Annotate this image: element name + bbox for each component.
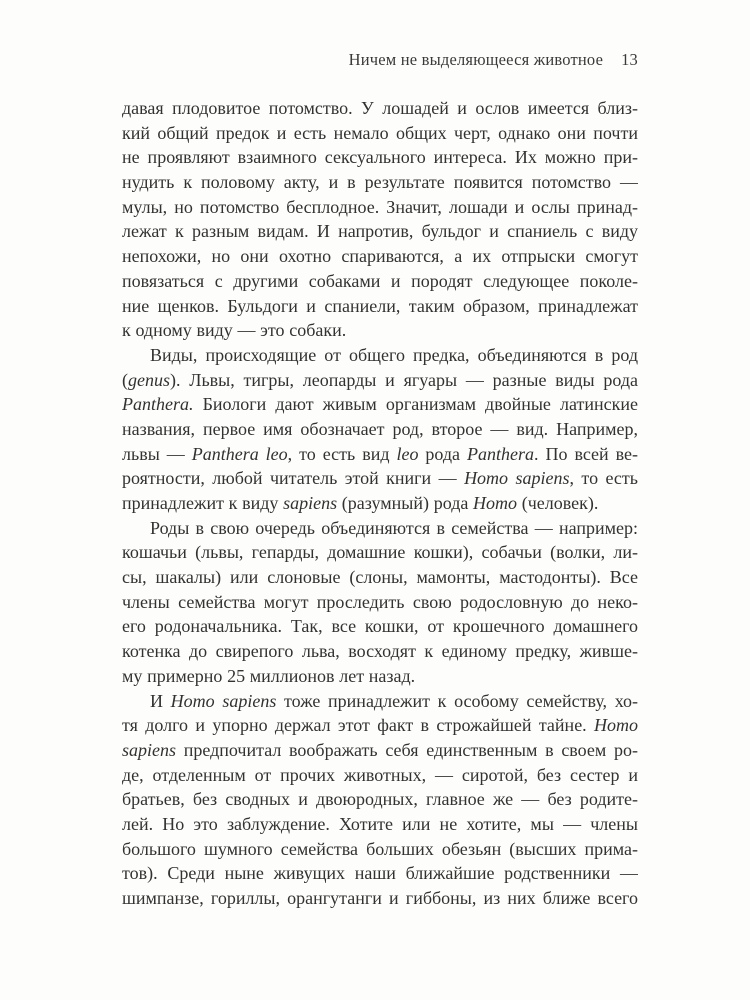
page-number: 13 bbox=[621, 50, 638, 69]
text-segment: давая плодовитое потомство. У лошадей и ослов имеется близ- bbox=[122, 98, 638, 118]
italic-text-segment: Homo bbox=[594, 715, 638, 736]
text-segment: нудить к половому акту, и в результате появится потомство — bbox=[122, 172, 638, 193]
text-line bbox=[122, 392, 638, 417]
text-line bbox=[122, 886, 638, 911]
page-body-text bbox=[122, 96, 638, 911]
paragraph bbox=[122, 343, 638, 516]
paragraph bbox=[122, 516, 638, 689]
text-segment: лежат к разным видам. И напротив, бульдог и спаниель с виду bbox=[122, 221, 638, 242]
text-line bbox=[122, 590, 638, 615]
text-segment: к одному виду — это собаки. bbox=[122, 320, 347, 341]
text-segment: его родоначальника. Так, все кошки, от крошечного домашнего bbox=[122, 616, 638, 637]
text-line bbox=[122, 219, 638, 244]
text-line bbox=[122, 170, 638, 195]
text-line bbox=[122, 787, 638, 812]
italic-text-segment: genus bbox=[128, 369, 170, 390]
text-line bbox=[122, 343, 638, 368]
paragraph bbox=[122, 689, 638, 911]
text-line bbox=[122, 318, 638, 343]
text-segment: де, отделенным от прочих животных, — сиротой, без сестер и bbox=[122, 764, 638, 785]
text-segment: , то есть bbox=[569, 468, 638, 489]
text-segment: ( bbox=[122, 369, 128, 390]
text-line bbox=[122, 145, 638, 170]
text-segment: кошачьи (львы, гепарды, домашние кошки), собачьи (волки, ли- bbox=[122, 542, 638, 563]
text-segment: тоже принадлежит к особому семейству, хо- bbox=[276, 690, 638, 711]
text-line bbox=[122, 812, 638, 837]
text-segment: мулы, но потомство бесплодное. Значит, лошади и ослы принад- bbox=[122, 196, 638, 217]
text-line bbox=[122, 738, 638, 763]
text-segment: ). Львы, тигры, леопарды и ягуары — разные виды рода bbox=[170, 369, 638, 390]
text-segment: большого шумного семейства больших обезьян (высших прима- bbox=[122, 838, 638, 859]
text-line bbox=[122, 664, 638, 689]
italic-text-segment: Homo bbox=[473, 493, 518, 513]
text-segment: рода bbox=[418, 443, 468, 464]
text-line bbox=[122, 763, 638, 788]
text-segment: сы, шакалы) или слоновые (слоны, мамонты, мастодонты). Все bbox=[122, 567, 638, 588]
text-line bbox=[122, 417, 638, 442]
text-line bbox=[122, 195, 638, 220]
chapter-title: Ничем не выделяющееся животное bbox=[348, 50, 604, 69]
text-line bbox=[122, 121, 638, 146]
text-segment: (разумный) рода bbox=[337, 493, 474, 513]
italic-text-segment: Panthera. bbox=[122, 394, 194, 415]
text-line bbox=[122, 837, 638, 862]
text-segment: му примерно 25 миллионов лет назад. bbox=[122, 665, 416, 686]
text-segment: , то есть вид bbox=[287, 443, 397, 464]
text-segment: члены семейства могут проследить свою родословную до неко- bbox=[122, 591, 638, 612]
paragraph bbox=[122, 96, 638, 343]
text-segment: не проявляют взаимного сексуального интереса. Их можно при- bbox=[122, 147, 638, 168]
text-segment: (человек). bbox=[517, 493, 599, 513]
text-segment: предпочитал воображать себя единственным в своем ро- bbox=[176, 739, 638, 760]
text-segment: лей. Но это заблуждение. Хотите или не хотите, мы — члены bbox=[122, 813, 638, 834]
text-segment: тя долго и упорно держал этот факт в строжайшей тайне. bbox=[122, 715, 594, 736]
text-segment: тов). Среди ныне живущих наши ближайшие родственники — bbox=[122, 863, 638, 884]
text-line bbox=[122, 713, 638, 738]
text-segment: Виды, происходящие от общего предка, объединяются в род bbox=[150, 344, 638, 365]
text-segment: названия, первое имя обозначает род, второе — вид. Например, bbox=[122, 418, 638, 439]
text-segment: принадлежит к виду bbox=[122, 493, 284, 513]
text-segment: кий общий предок и есть немало общих черт, однако они почти bbox=[122, 122, 638, 143]
text-segment: братьев, без сводных и двоюродных, главное же — без родите- bbox=[122, 789, 638, 810]
italic-text-segment: sapiens bbox=[122, 739, 176, 760]
text-line bbox=[122, 540, 638, 565]
text-line bbox=[122, 96, 638, 121]
text-segment: непохожи, но они охотно спариваются, а их отпрыски смогут bbox=[122, 246, 638, 267]
text-segment: шимпанзе, гориллы, орангутанги и гиббоны, из них ближе всего bbox=[122, 888, 638, 908]
text-segment: Биологи дают живым организмам двойные латинские bbox=[193, 394, 638, 415]
text-segment: ние щенков. Бульдоги и спаниели, таким образом, принадлежат bbox=[122, 295, 638, 316]
text-line bbox=[122, 491, 638, 516]
italic-text-segment: Homo sapiens bbox=[170, 690, 277, 711]
italic-text-segment: Panthera bbox=[467, 443, 535, 464]
text-segment: повязаться с другими собаками и породят следующее поколе- bbox=[122, 270, 638, 291]
italic-text-segment: Panthera leo bbox=[191, 443, 288, 464]
italic-text-segment: sapiens bbox=[283, 493, 338, 513]
text-line bbox=[122, 565, 638, 590]
italic-text-segment: leo bbox=[396, 443, 419, 464]
text-line bbox=[122, 639, 638, 664]
text-segment: котенка до свирепого льва, восходят к единому предку, живше- bbox=[122, 641, 638, 662]
text-segment: . По всей ве- bbox=[534, 443, 638, 464]
text-line bbox=[122, 689, 638, 714]
text-segment: Роды в свою очередь объединяются в семейства — например: bbox=[150, 517, 638, 538]
text-line bbox=[122, 516, 638, 541]
text-line bbox=[122, 614, 638, 639]
text-line bbox=[122, 269, 638, 294]
running-head bbox=[122, 50, 638, 70]
text-line bbox=[122, 442, 638, 467]
text-segment: роятности, любой читатель этой книги — bbox=[122, 468, 465, 489]
italic-text-segment: Homo sapiens bbox=[464, 468, 570, 489]
text-segment: И bbox=[150, 690, 171, 711]
text-line bbox=[122, 861, 638, 886]
text-line bbox=[122, 244, 638, 269]
text-line bbox=[122, 368, 638, 393]
text-segment: львы — bbox=[122, 443, 192, 464]
text-line bbox=[122, 294, 638, 319]
text-line bbox=[122, 466, 638, 491]
